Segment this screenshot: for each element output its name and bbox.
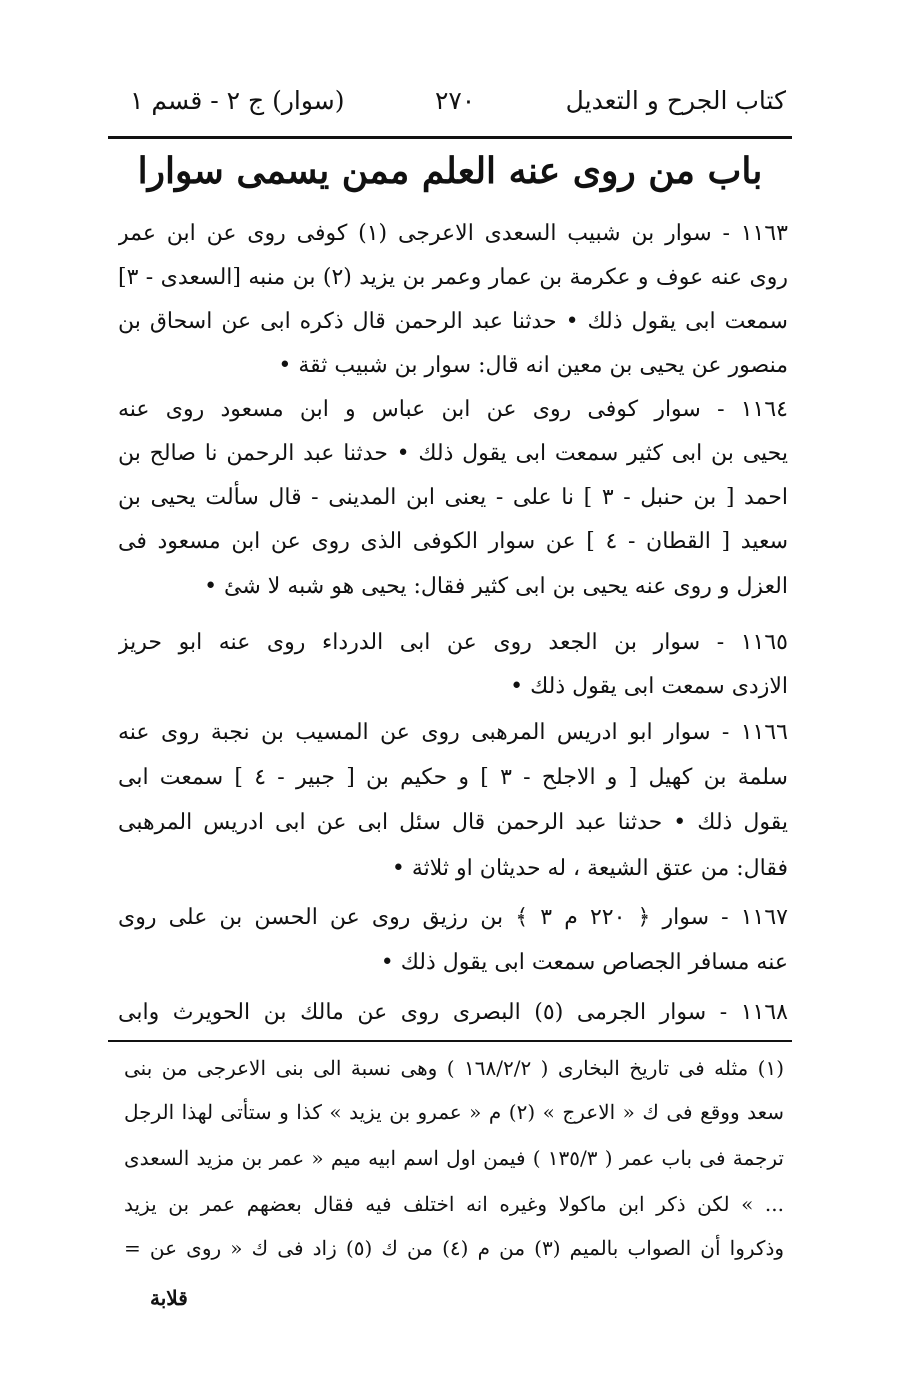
body-line: الازدى سمعت ابى يقول ذلك • — [510, 674, 788, 699]
footnote-line: سعد ووقع فى ك « الاعرج » (٢) م « عمرو بن يزيد » كذا و ستأتى لهذا الرجل — [124, 1100, 784, 1124]
body-line: احمد [ بن حنبل - ٣ ] نا على - يعنى ابن المدينى - قال سألت يحيى بن — [118, 485, 788, 510]
catchword: قلابة — [150, 1286, 188, 1310]
body-line: سعيد [ القطان - ٤ ] عن سوار الكوفى الذى روى عن ابن مسعود فى — [118, 529, 788, 554]
running-header — [130, 78, 786, 122]
footnote-line: ترجمة فى باب عمر ( ١٣٥/٣ ) فيمن اول اسم ابيه ميم « عمر بن مزيد السعدى — [124, 1146, 784, 1170]
body-line: ١١٦٦ - سوار ابو ادريس المرهبى روى عن المسيب بن نجبة روى عنه — [118, 720, 788, 745]
body-line: ١١٦٤ - سوار كوفى روى عن ابن عباس و ابن مسعود روى عنه — [118, 397, 788, 422]
book-title: كتاب الجرح و التعديل — [565, 85, 786, 115]
body-line: العزل و روى عنه يحيى بن ابى كثير فقال: يحيى هو شبه لا شئ • — [204, 574, 788, 599]
header-rule — [108, 136, 792, 139]
body-line: فقال: من عتق الشيعة ، له حديثان او ثلاثة • — [391, 856, 788, 881]
body-line: سمعت ابى يقول ذلك • حدثنا عبد الرحمن قال ذكره ابى عن اسحاق بن — [118, 309, 788, 334]
footnote-line: (١) مثله فى تاريخ البخارى ( ١٦٨/٢/٢ ) وهى نسبة الى بنى الاعرجى من بنى — [124, 1056, 784, 1080]
footnote-line: وذكروا أن الصواب بالميم (٣) من م (٤) من ك (٥) زاد فى ك « روى عن = — [124, 1236, 784, 1260]
body-line: روى عنه عوف و عكرمة بن عمار وعمر بن يزيد (٢) بن منبه [السعدى - ٣] — [118, 265, 788, 290]
body-line: منصور عن يحيى بن معين انه قال: سوار بن شبيب ثقة • — [278, 353, 788, 378]
body-line: عنه مسافر الجصاص سمعت ابى يقول ذلك • — [380, 950, 788, 975]
section-label: (سوار) ج ٢ - قسم ١ — [130, 85, 345, 115]
body-line: يحيى بن ابى كثير سمعت ابى يقول ذلك • حدثنا عبد الرحمن نا صالح بن — [118, 441, 788, 466]
body-line: ١١٦٣ - سوار بن شبيب السعدى الاعرجى (١) كوفى روى عن ابن عمر — [118, 221, 788, 246]
body-line: ١١٦٥ - سوار بن الجعد روى عن ابى الدرداء روى عنه ابو حريز — [118, 630, 788, 655]
footnote-line: ... » لكن ذكر ابن ماكولا وغيره انه اختلف فيه فقال بعضهم عمر بن يزيد — [124, 1192, 784, 1216]
body-line: ١١٦٨ - سوار الجرمى (٥) البصرى روى عن مالك بن الحويرث وابى — [118, 1000, 788, 1025]
body-line: ١١٦٧ - سوار ﴿ ٢٢٠ م ٣ ﴾ بن رزيق روى عن الحسن بن على روى — [118, 905, 788, 930]
footnote-rule — [108, 1040, 792, 1042]
chapter-title: باب من روى عنه العلم ممن يسمى سوارا — [137, 150, 763, 192]
body-line: يقول ذلك • حدثنا عبد الرحمن قال سئل ابى عن ابى ادريس المرهبى — [118, 810, 788, 835]
body-line: سلمة بن كهيل [ و الاجلح - ٣ ] و حكيم بن [ جبير - ٤ ] سمعت ابى — [118, 765, 788, 790]
page-number: ٢٧٠ — [434, 85, 476, 115]
